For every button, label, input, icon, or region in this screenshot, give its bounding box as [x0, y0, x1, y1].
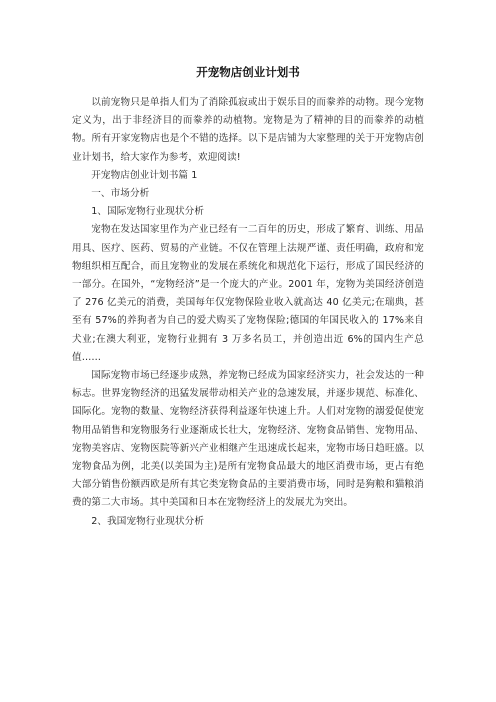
- intro-paragraph: 以前宠物只是单指人们为了消除孤寂或出于娱乐目的而豢养的动物。现今宠物定义为，出于非经济目的而豢养的动植物。宠物是为了精神的目的而豢养的动植物。所有开家宠物店也是个不错的选择。以下是店铺为大家整理的关于开宠物店创业计划书，给大家作为参考，欢迎阅读!: [72, 97, 424, 163]
- body-paragraph: 宠物在发达国家里作为产业已经有一二百年的历史，形成了繁育、训练、用品用具、医疗、医药、贸易的产业链。不仅在管理上法规严谨、责任明确，政府和宠物组织相互配合，而且宠物业的发展在系统化和规范化下运行，形成了国民经济的一部分。在国外，“宠物经济”是一个庞大的产业。2001 年，宠物为美国经济创造了 276 亿美元的消费，美国每年仅宠物保险业收入就高达 40 亿美元;在瑞典，甚至有 57%的养狗者为自己的爱犬购买了宠物保险;德国的年国民收入的 17%来自犬业;在澳大利亚，宠物行业拥有 3 万多名员工，并创造出近 6%的国内生产总值……: [72, 224, 424, 363]
- document-title: 开宠物店创业计划书: [196, 65, 300, 79]
- subsection-heading-international: 1、国际宠物行业现状分析: [91, 206, 205, 218]
- section-heading-plan: 开宠物店创业计划书篇 1: [91, 169, 198, 181]
- body-paragraph: 国际宠物市场已经逐步成熟，养宠物已经成为国家经济实力，社会发达的一种标志。世界宠物经济的迅猛发展带动相关产业的急速发展，并逐步规范、标准化、国际化。宠物的数量、宠物经济获得利益逐年快速上升。人们对宠物的溺爱促使宠物用品销售和宠物服务行业逐渐成长壮大，宠物经济、宠物食品销售、宠物用品、宠物美容店、宠物医院等新兴产业相继产生迅速成长起来，宠物市场日趋旺盛。以宠物食品为例，北美(以美国为主)是所有宠物食品最大的地区消费市场，更占有绝大部分销售份额西欧是所有其它类宠物食品的主要消费市场，同时是狗粮和猫粮消费的第二大市场。其中美国和日本在宠物经济上的发展尤为突出。: [72, 370, 424, 509]
- document-body: [72, 94, 424, 531]
- section-heading-market: 一、市场分析: [91, 188, 150, 200]
- subsection-heading-domestic: 2、我国宠物行业现状分析: [91, 515, 205, 527]
